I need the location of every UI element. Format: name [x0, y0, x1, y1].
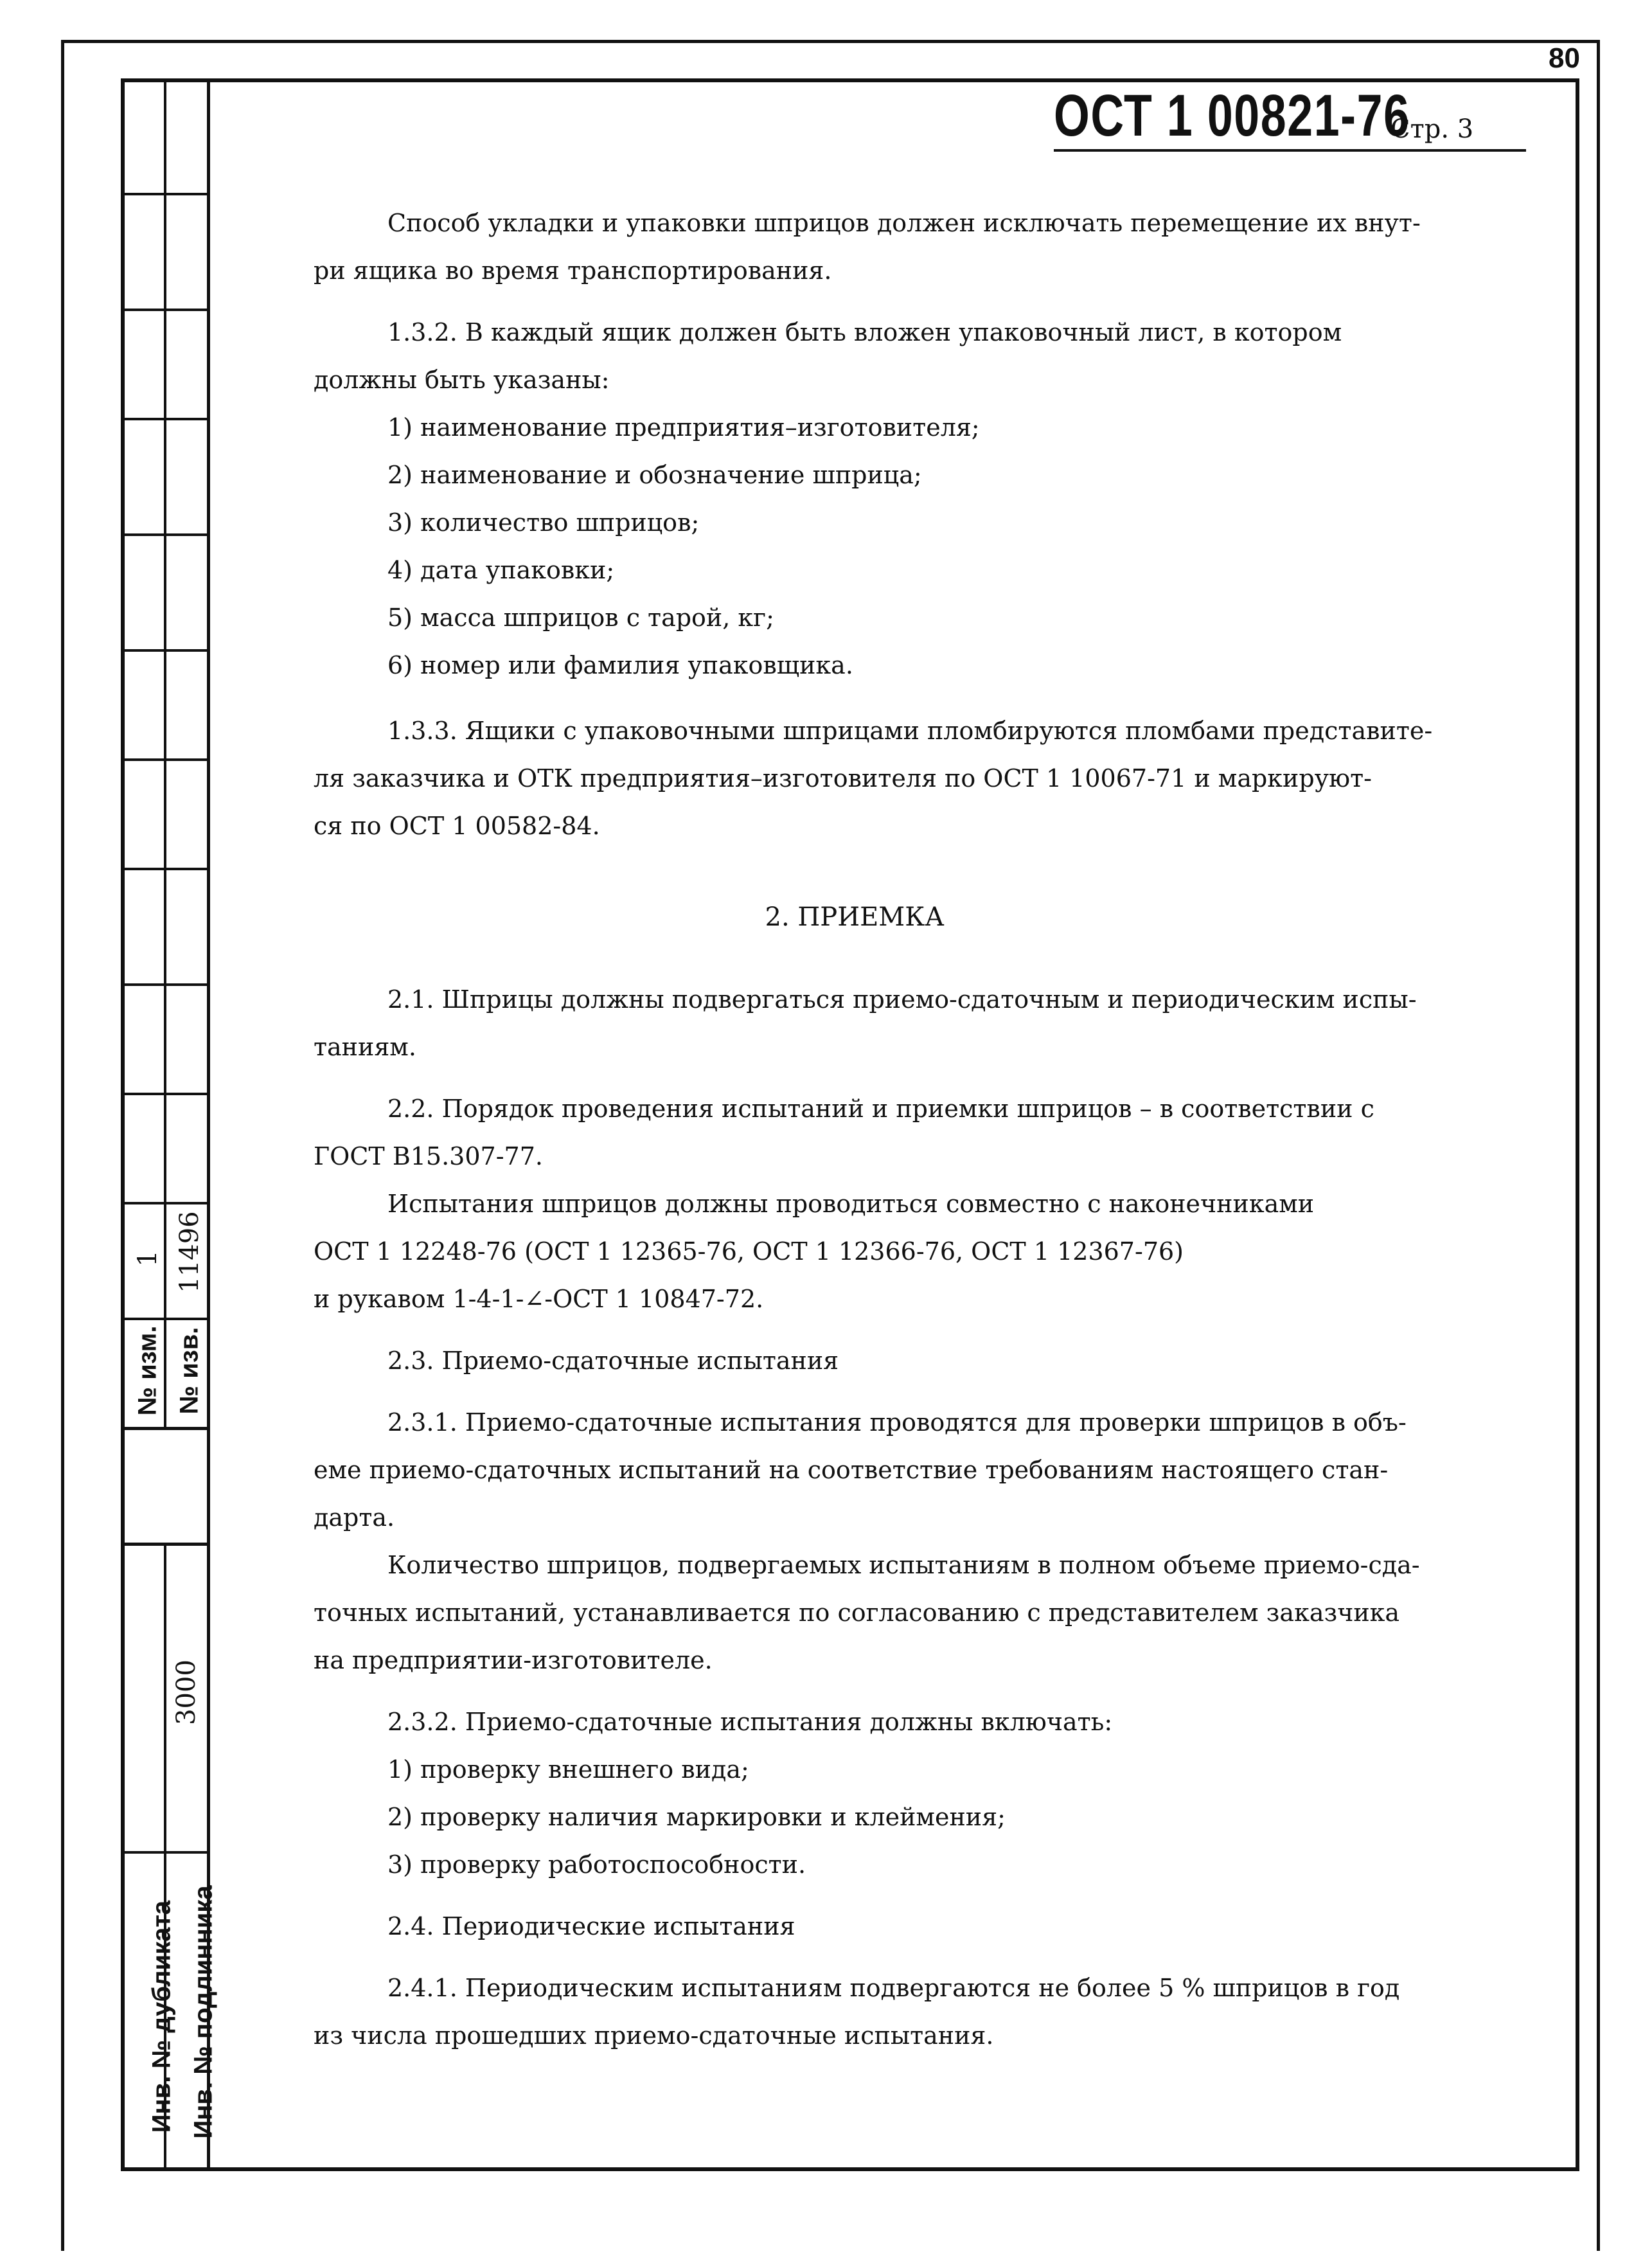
notice-number-label: № изв. [175, 1327, 204, 1415]
list-item: 3) количество шприцов; [387, 508, 700, 537]
strip-cell-line [121, 1543, 210, 1546]
strip-cell-line [121, 868, 210, 870]
strip-inner-edge [207, 78, 210, 2171]
body-line: из числа прошедших приемо-сдаточные испытания. [314, 2021, 994, 2050]
body-line: ГОСТ В15.307-77. [314, 1142, 543, 1170]
subsection-heading: 2.3. Приемо-сдаточные испытания [387, 1347, 839, 1375]
section-heading: 2. ПРИЕМКА [765, 902, 945, 932]
page-number: 80 [1549, 42, 1580, 74]
list-item: 2) наименование и обозначение шприца; [387, 461, 922, 489]
body-line: и рукавом 1-4-1-∠-ОСТ 1 10847-72. [314, 1285, 764, 1313]
notice-number-value: 11496 [175, 1211, 204, 1293]
outer-right-border [1597, 40, 1600, 2251]
body-line: ля заказчика и ОТК предприятия–изготовителя по ОСТ 1 10067-71 и маркируют- [314, 764, 1372, 792]
body-line: таниям. [314, 1033, 416, 1061]
body-line: еме приемо-сдаточных испытаний на соответствие требованиям настоящего стан- [314, 1456, 1389, 1484]
body-line: 1.3.2. В каждый ящик должен быть вложен упаковочный лист, в котором [387, 318, 1342, 346]
list-item: 1) наименование предприятия–изготовителя; [387, 413, 980, 442]
change-number-label: № изм. [133, 1325, 162, 1416]
change-number-value: 1 [133, 1250, 163, 1267]
strip-cell-line [121, 533, 210, 536]
body-line: ОСТ 1 12248-76 (ОСТ 1 12365-76, ОСТ 1 12366-76, ОСТ 1 12367-76) [314, 1237, 1184, 1266]
strip-cell-line [121, 1427, 210, 1430]
strip-cell-line [121, 758, 210, 761]
outer-left-border [61, 40, 64, 2251]
frame-bottom-border [121, 2167, 1579, 2171]
body-line: дарта. [314, 1503, 395, 1532]
body-line: 2.1. Шприцы должны подвергаться приемо-сдаточным и периодическим испы- [387, 985, 1417, 1014]
body-line: Количество шприцов, подвергаемых испытаниям в полном объеме приемо-сда- [387, 1551, 1420, 1579]
strip-cell-line [121, 1318, 210, 1320]
strip-cell-line [121, 309, 210, 311]
strip-cell-line [121, 193, 210, 195]
body-line: 2.4.1. Периодическим испытаниям подвергаются не более 5 % шприцов в год [387, 1974, 1400, 2002]
strip-cell-line [121, 983, 210, 986]
body-line: Испытания шприцов должны проводиться совместно с наконечниками [387, 1190, 1315, 1218]
subsection-heading: 2.4. Периодические испытания [387, 1912, 795, 1940]
list-item: 2) проверку наличия маркировки и клеймения; [387, 1803, 1006, 1831]
list-item: 1) проверку внешнего вида; [387, 1755, 749, 1784]
header-underline [1054, 149, 1526, 152]
original-inventory-label: Инв. № подлинника [189, 1885, 218, 2139]
body-line: ся по ОСТ 1 00582-84. [314, 812, 600, 840]
body-line: 2.3.2. Приемо-сдаточные испытания должны включать: [387, 1708, 1113, 1736]
outer-top-border [61, 40, 1600, 43]
list-item: 5) масса шприцов с тарой, кг; [387, 604, 774, 632]
strip-value-3000: 3000 [172, 1660, 201, 1725]
body-line: Способ укладки и упаковки шприцов должен исключать перемещение их внут- [387, 209, 1421, 237]
strip-cell-line [121, 649, 210, 652]
duplicate-inventory-label: Инв. № дубликата [147, 1900, 176, 2133]
body-line: точных испытаний, устанавливается по согласованию с представителем заказчика [314, 1598, 1400, 1627]
standard-code: ОСТ 1 00821-76 [1054, 83, 1410, 148]
body-line: на предприятии-изготовителе. [314, 1646, 713, 1674]
body-line: 2.3.1. Приемо-сдаточные испытания проводятся для проверки шприцов в объ- [387, 1408, 1407, 1437]
body-line: должны быть указаны: [314, 366, 610, 394]
strip-divider [164, 78, 166, 1428]
strip-cell-line [121, 1851, 210, 1854]
list-item: 3) проверку работоспособности. [387, 1850, 806, 1879]
page-label: Стр. 3 [1390, 114, 1474, 144]
list-item: 6) номер или фамилия упаковщика. [387, 651, 853, 679]
body-line: 2.2. Порядок проведения испытаний и приемки шприцов – в соответствии с [387, 1095, 1374, 1123]
strip-cell-line [121, 418, 210, 420]
strip-cell-line [121, 1093, 210, 1095]
list-item: 4) дата упаковки; [387, 556, 615, 584]
body-line: ри ящика во время транспортирования. [314, 256, 832, 285]
body-line: 1.3.3. Ящики с упаковочными шприцами пломбируются пломбами представите- [387, 717, 1433, 745]
frame-left-border [121, 78, 125, 2171]
frame-right-border [1576, 78, 1579, 2171]
